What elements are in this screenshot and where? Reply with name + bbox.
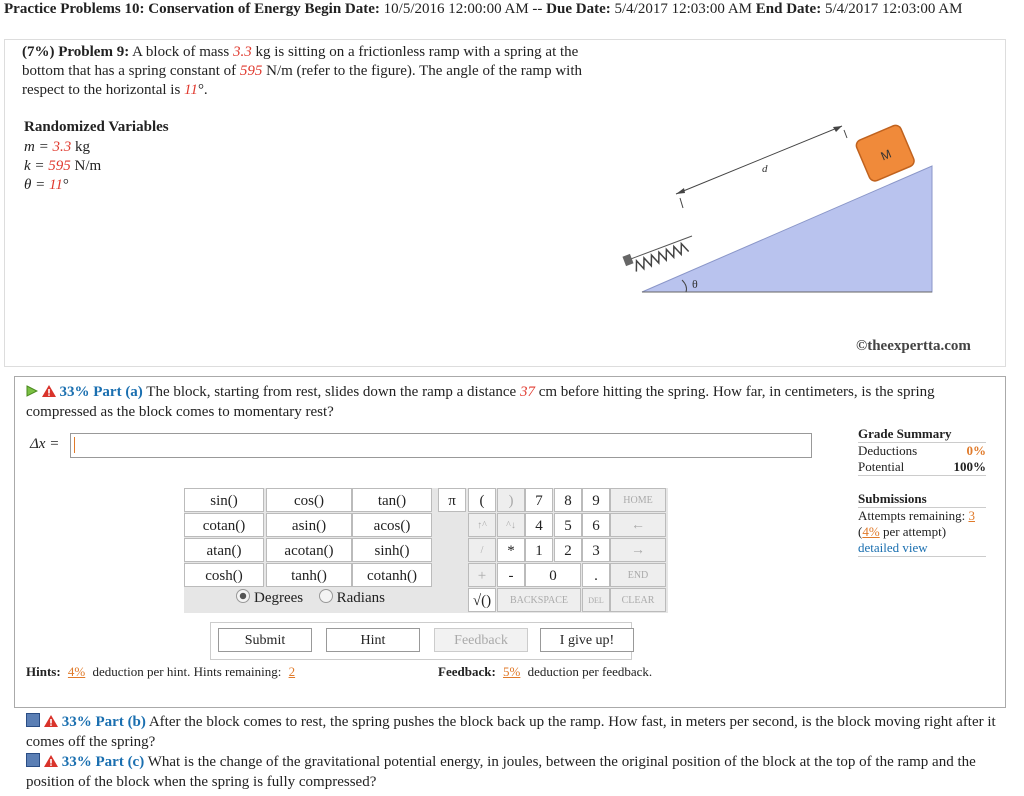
key-divide[interactable]: / — [468, 538, 496, 562]
problem-text: A block of mass — [132, 44, 230, 60]
key-right[interactable]: → — [610, 538, 666, 562]
variable-unit: kg — [71, 139, 90, 155]
variable-unit: ° — [62, 177, 69, 193]
variable-label: m = — [24, 139, 53, 155]
key-sqrt[interactable]: √() — [468, 588, 496, 612]
key-lparen[interactable]: ( — [468, 488, 496, 512]
grade-summary — [858, 426, 986, 476]
feedback-button[interactable]: Feedback — [434, 628, 528, 652]
problem-text: °. — [197, 82, 208, 98]
key-end[interactable]: END — [610, 563, 666, 587]
distance-value: 37 — [519, 384, 535, 400]
key-dot[interactable]: . — [582, 563, 610, 587]
copyright-text: ©theexpertta.com — [856, 338, 971, 354]
attempts-label: Attempts remaining: — [858, 508, 966, 523]
variable-label: θ = — [24, 177, 49, 193]
variable-theta — [24, 177, 69, 194]
play-icon[interactable] — [26, 385, 38, 397]
feedback-pct: 5% — [503, 664, 521, 679]
key-1[interactable]: 1 — [525, 538, 553, 562]
deductions-value: 0% — [966, 443, 986, 458]
potential-value: 100% — [953, 459, 986, 474]
theta-label: θ — [692, 277, 698, 291]
attempts-value: 3 — [968, 508, 975, 523]
key-7[interactable]: 7 — [525, 488, 553, 512]
hints-pct: 4% — [67, 664, 86, 679]
submit-button[interactable]: Submit — [218, 628, 312, 652]
end-date-value: 5/4/2017 12:03:00 AM — [824, 1, 963, 17]
submissions-title: Submissions — [858, 491, 986, 508]
part-b-row[interactable] — [26, 712, 1001, 752]
hints-remaining: 2 — [288, 664, 296, 679]
variable-unit: N/m — [70, 158, 102, 174]
fn-cos-button[interactable]: cos() — [266, 488, 352, 512]
variable-mass — [24, 139, 90, 156]
key-backspace[interactable]: BACKSPACE — [497, 588, 581, 612]
assignment-header — [4, 0, 1020, 19]
fn-cotan-button[interactable]: cotan() — [184, 513, 264, 537]
ramp-figure — [610, 110, 990, 310]
key-2[interactable]: 2 — [554, 538, 582, 562]
problem-statement — [22, 43, 592, 100]
assignment-title: Practice Problems 10: Conservation of Energy — [4, 1, 301, 17]
fn-cosh-button[interactable]: cosh() — [184, 563, 264, 587]
end-date-label: End Date: — [755, 1, 822, 17]
key-pi[interactable]: π — [438, 488, 466, 512]
variable-value: 3.3 — [52, 139, 72, 155]
potential-label: Potential — [858, 459, 905, 474]
key-plus[interactable]: + — [468, 563, 496, 587]
block-label: M — [878, 146, 894, 164]
begin-date-label: Begin Date: — [304, 1, 380, 17]
mass-value: 3.3 — [232, 44, 252, 60]
spring-coil — [633, 242, 689, 271]
hints-label: Hints: — [26, 664, 61, 679]
feedback-label: Feedback: — [438, 664, 496, 679]
variable-k — [24, 158, 101, 175]
key-minus[interactable]: - — [497, 563, 525, 587]
fn-sin-button[interactable]: sin() — [184, 488, 264, 512]
part-c-label: 33% Part (c) — [61, 754, 145, 770]
spring-constant-value: 595 — [239, 63, 263, 79]
key-0[interactable]: 0 — [525, 563, 581, 587]
deductions-label: Deductions — [858, 443, 918, 458]
hints-info — [26, 664, 299, 680]
give-up-button[interactable]: I give up! — [540, 628, 634, 652]
distance-arrow — [676, 126, 842, 194]
problem-text: N/m (refer to the figure). The angle of the ramp with respect to the horizontal is — [22, 63, 582, 98]
distance-label: d — [762, 163, 768, 175]
fn-acos-button[interactable]: acos() — [352, 513, 432, 537]
angle-value: 11 — [184, 82, 198, 98]
part-b-label: 33% Part (b) — [61, 714, 146, 730]
fn-atan-button[interactable]: atan() — [184, 538, 264, 562]
key-9[interactable]: 9 — [582, 488, 610, 512]
part-c-row[interactable] — [26, 752, 1001, 792]
due-date-value: 5/4/2017 12:03:00 AM — [614, 1, 753, 17]
answer-label: Δx = — [30, 436, 60, 452]
degrees-radio[interactable] — [236, 589, 250, 603]
per-attempt-pct: 4% — [862, 524, 880, 539]
expand-icon[interactable] — [26, 753, 40, 767]
part-c-text: What is the change of the gravitational potential energy, in joules, between the original position of the block at the top of the ramp and the position of the block when the spring is fully compressed? — [26, 754, 976, 790]
fn-sinh-button[interactable]: sinh() — [352, 538, 432, 562]
ramp-triangle — [642, 166, 932, 292]
fn-asin-button[interactable]: asin() — [266, 513, 352, 537]
key-del[interactable]: DEL — [582, 588, 610, 612]
key-6[interactable]: 6 — [582, 513, 610, 537]
degrees-label: Degrees — [254, 590, 304, 606]
key-left[interactable]: ← — [610, 513, 666, 537]
feedback-text: deduction per feedback. — [527, 664, 653, 679]
fn-acotan-button[interactable]: acotan() — [266, 538, 352, 562]
problem-text: kg is sitting on a frictionless ramp with a spring at the bottom that has a spring constant of — [22, 44, 579, 79]
fn-cotanh-button[interactable]: cotanh() — [352, 563, 432, 587]
key-home[interactable]: HOME — [610, 488, 666, 512]
hints-text: deduction per hint. Hints remaining: — [92, 664, 282, 679]
key-4[interactable]: 4 — [525, 513, 553, 537]
due-date-label: Due Date: — [546, 1, 611, 17]
part-a-text: The block, starting from rest, slides down the ramp a distance — [146, 384, 517, 400]
fn-tanh-button[interactable]: tanh() — [266, 563, 352, 587]
variable-label: k = — [24, 158, 49, 174]
begin-date-value: 10/5/2016 12:00:00 AM -- — [383, 1, 543, 17]
key-clear[interactable]: CLEAR — [610, 588, 666, 612]
per-attempt-text: per attempt) — [882, 524, 947, 539]
expand-icon[interactable] — [26, 713, 40, 727]
part-a-label: 33% Part (a) — [59, 384, 143, 400]
variable-value: 595 — [48, 158, 71, 174]
key-down[interactable]: ^↓ — [497, 513, 525, 537]
radians-label: Radians — [336, 590, 385, 606]
radians-radio[interactable] — [319, 589, 333, 603]
key-up[interactable]: ↑^ — [468, 513, 496, 537]
angle-mode — [236, 589, 385, 607]
grade-summary-title: Grade Summary — [858, 426, 986, 443]
answer-input[interactable] — [70, 433, 812, 458]
submissions-panel: Submissions Attempts remaining: 3 (4% per attempt) detailed view — [858, 491, 986, 557]
randomized-variables-title: Randomized Variables — [24, 119, 169, 135]
key-3[interactable]: 3 — [582, 538, 610, 562]
hint-button[interactable]: Hint — [326, 628, 420, 652]
key-5[interactable]: 5 — [554, 513, 582, 537]
mass-block — [855, 124, 916, 183]
key-rparen[interactable]: ) — [497, 488, 525, 512]
warning-icon — [42, 385, 56, 397]
warning-icon — [44, 755, 58, 767]
part-a-question — [26, 382, 996, 422]
key-multiply[interactable]: * — [497, 538, 525, 562]
feedback-info — [438, 664, 652, 680]
fn-tan-button[interactable]: tan() — [352, 488, 432, 512]
part-a-text: cm before hitting the spring. How far, in centimeters, is the spring compressed as the block comes to momentary rest? — [26, 384, 935, 420]
warning-icon — [44, 715, 58, 727]
variable-value: 11 — [49, 177, 63, 193]
problem-label: (7%) Problem 9: — [22, 44, 130, 60]
key-8[interactable]: 8 — [554, 488, 582, 512]
detailed-view-link[interactable]: detailed view — [858, 540, 928, 555]
part-b-text: After the block comes to rest, the spring pushes the block back up the ramp. How fast, in meters per second, is the block moving right after it comes off the spring? — [26, 714, 996, 750]
